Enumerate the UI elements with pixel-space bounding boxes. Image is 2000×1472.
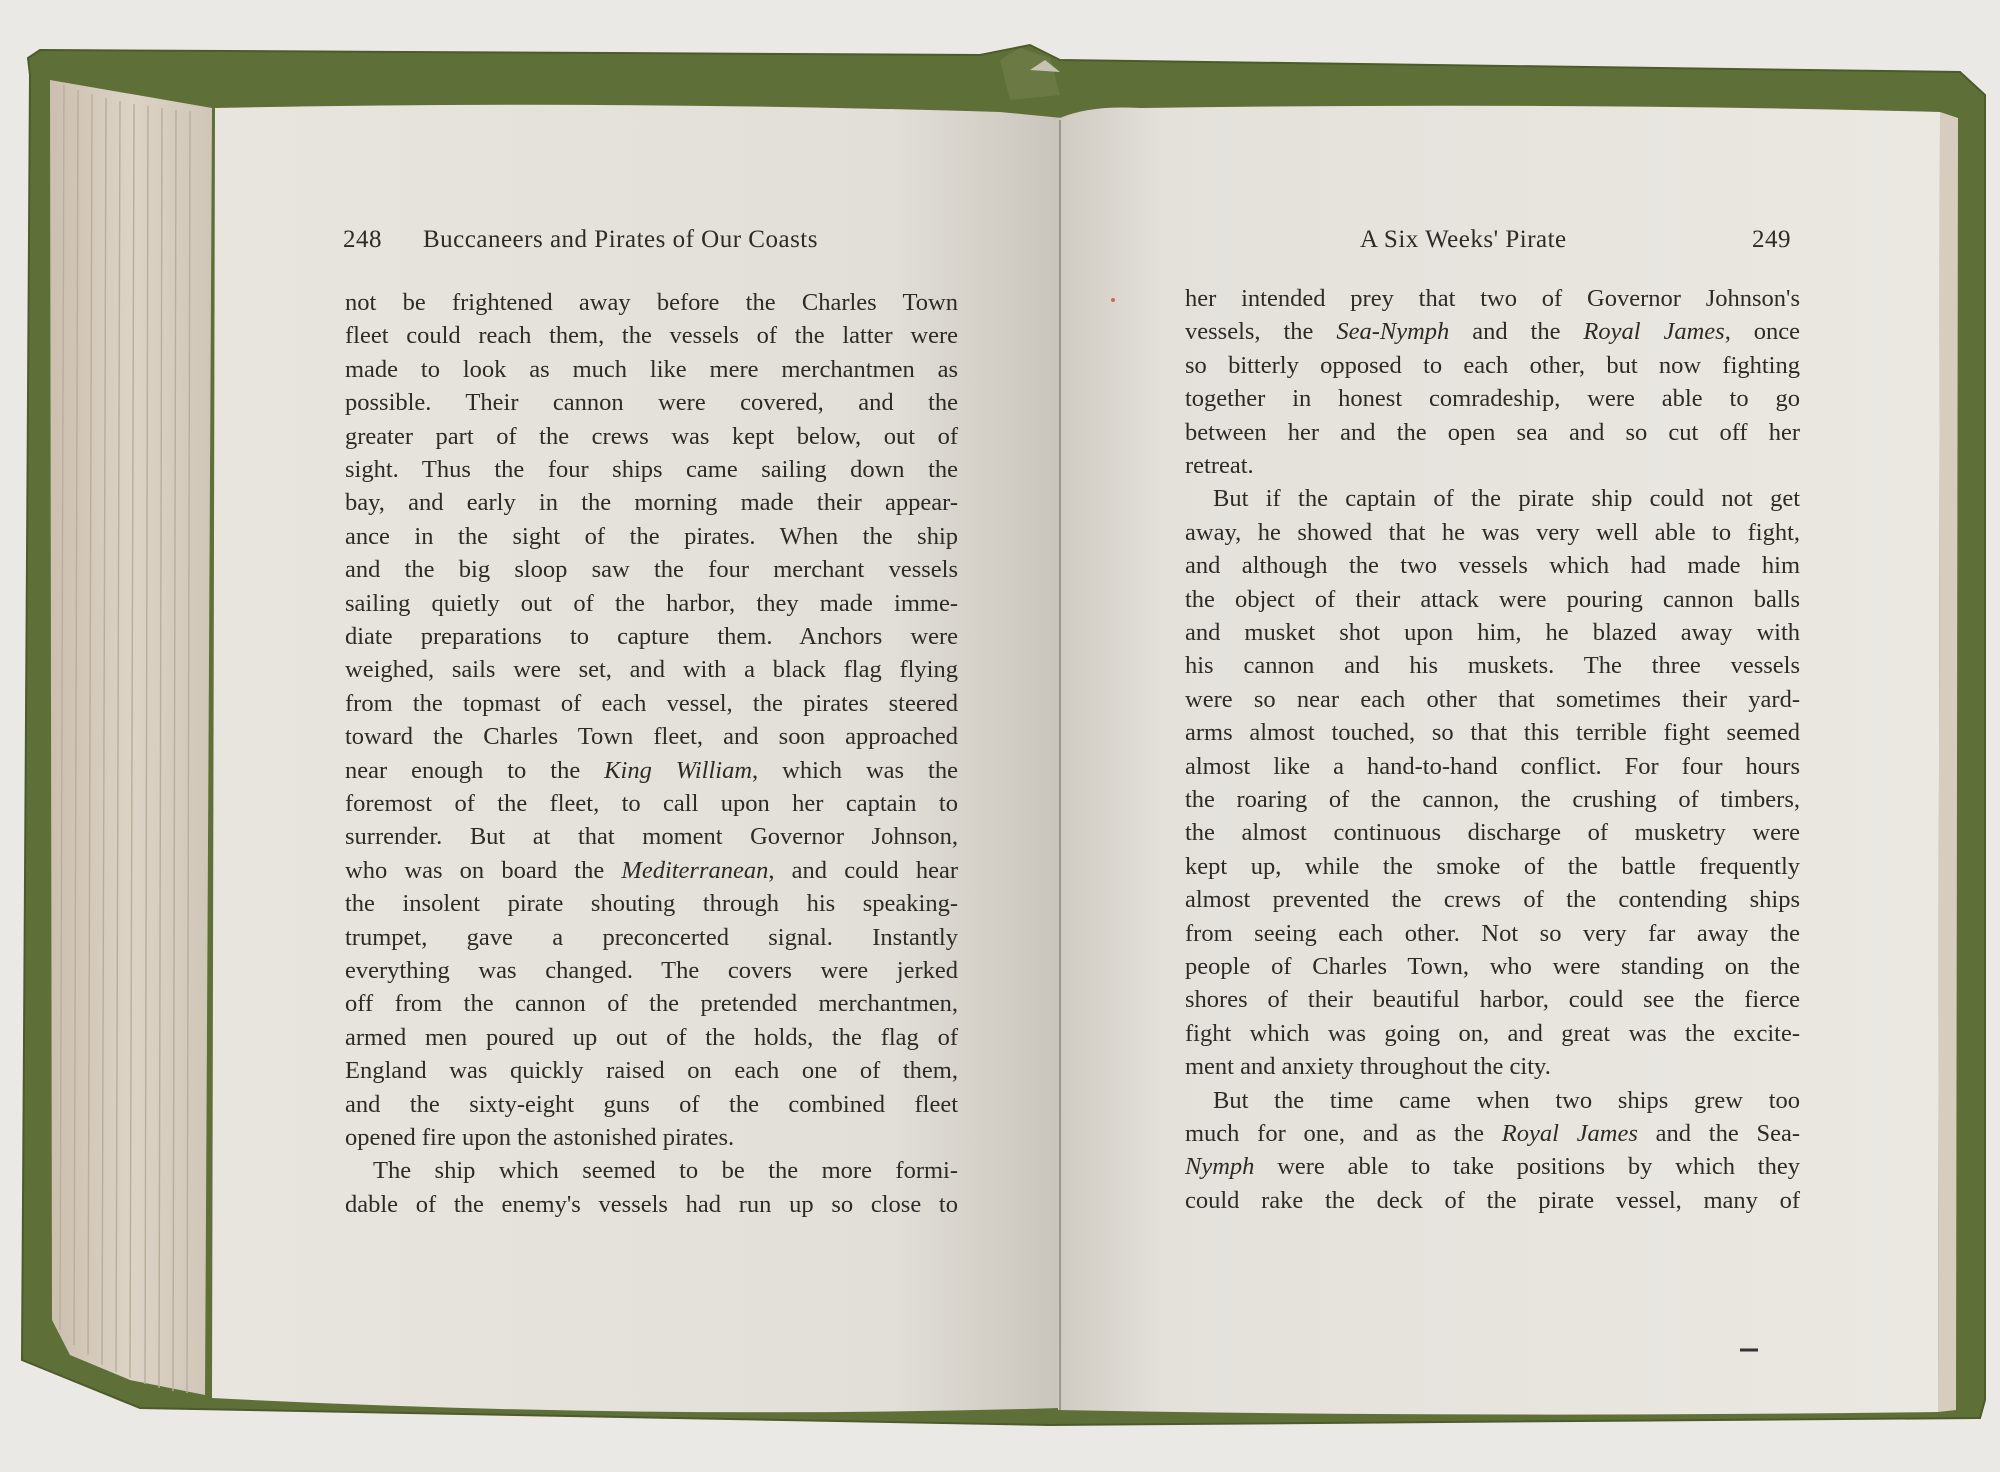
text-line: were so near each other that sometimes their yard- (1185, 685, 1800, 713)
text-line: England was quickly raised on each one of them, (345, 1057, 958, 1085)
text-line: greater part of the crews was kept below, out of (345, 422, 958, 450)
text-line: vessels, the Sea-Nymph and the Royal James, once (1185, 318, 1801, 346)
text-line: and the sixty-eight guns of the combined fleet (345, 1090, 958, 1118)
left-running-head: Buccaneers and Pirates of Our Coasts (423, 226, 818, 253)
text-line: off from the cannon of the pretended merchantmen, (345, 990, 958, 1018)
text-line: But the time came when two ships grew too (1213, 1086, 1800, 1114)
text-line: from seeing each other. Not so very far away the (1185, 919, 1800, 947)
text-line: possible. Their cannon were covered, and the (345, 389, 958, 417)
text-line: trumpet, gave a preconcerted signal. Instantly (345, 923, 958, 951)
text-line: away, he showed that he was very well able to fight, (1185, 518, 1800, 546)
text-line: But if the captain of the pirate ship could not get (1213, 485, 1800, 513)
left-page-number: 248 (343, 226, 382, 253)
text-line: surrender. But at that moment Governor Johnson, (345, 823, 958, 851)
text-line: almost prevented the crews of the contending ships (1185, 886, 1800, 914)
text-line: armed men poured up out of the holds, the flag of (345, 1023, 958, 1051)
text-line: her intended prey that two of Governor Johnson's (1185, 285, 1800, 312)
text-line: together in honest comradeship, were able to go (1185, 385, 1800, 413)
text-line: not be frightened away before the Charles Town (345, 289, 958, 316)
text-line: from the topmast of each vessel, the pirates steered (345, 689, 958, 717)
text-line: arms almost touched, so that this terrible fight seemed (1185, 719, 1800, 747)
text-line: and although the two vessels which had made him (1185, 552, 1800, 580)
text-line: The ship which seemed to be the more formi- (373, 1157, 958, 1185)
text-line: sailing quietly out of the harbor, they made imme- (345, 589, 958, 617)
text-line: made to look as much like mere merchantmen as (345, 355, 958, 383)
text-line: the almost continuous discharge of musketry were (1185, 819, 1800, 847)
text-line: so bitterly opposed to each other, but now fighting (1185, 351, 1800, 379)
text-line: much for one, and as the Royal James and the Sea- (1185, 1120, 1800, 1147)
text-line: could rake the deck of the pirate vessel, many of (1185, 1186, 1800, 1214)
text-line: the roaring of the cannon, the crushing of timbers, (1185, 786, 1800, 813)
text-line: retreat. (1185, 452, 1254, 479)
text-line: the insolent pirate shouting through his speaking- (345, 890, 958, 918)
text-line: between her and the open sea and so cut off her (1185, 418, 1800, 446)
text-line: ment and anxiety throughout the city. (1185, 1053, 1551, 1081)
text-line: foremost of the fleet, to call upon her captain to (345, 790, 958, 817)
text-line: diate preparations to capture them. Anchors were (345, 623, 958, 650)
text-line: fight which was going on, and great was the excite- (1185, 1019, 1800, 1047)
text-line: kept up, while the smoke of the battle frequently (1185, 852, 1800, 880)
text-line: people of Charles Town, who were standing on the (1185, 953, 1800, 980)
text-line: almost like a hand-to-hand conflict. For four hours (1185, 752, 1800, 780)
text-line: and the big sloop saw the four merchant vessels (345, 556, 958, 584)
text-line: sight. Thus the four ships came sailing down the (345, 456, 958, 483)
text-line: Nymph were able to take positions by which they (1185, 1153, 1800, 1181)
text-line: who was on board the Mediterranean, and could hear (345, 856, 958, 884)
text-line: fleet could reach them, the vessels of the latter were (345, 322, 958, 350)
right-running-head: A Six Weeks' Pirate (1360, 226, 1567, 253)
text-line: near enough to the King William, which was the (345, 756, 958, 784)
text-line: toward the Charles Town fleet, and soon approached (345, 723, 958, 751)
text-line: and musket shot upon him, he blazed away with (1185, 619, 1800, 646)
text-line: weighed, sails were set, and with a black flag flying (345, 656, 958, 684)
text-line: the object of their attack were pouring cannon balls (1185, 585, 1800, 613)
text-line: his cannon and his muskets. The three vessels (1185, 652, 1800, 680)
text-line: bay, and early in the morning made their appear- (345, 489, 958, 517)
text-line: dable of the enemy's vessels had run up so close to (345, 1190, 958, 1218)
text-line: everything was changed. The covers were jerked (345, 957, 958, 984)
text-line: ance in the sight of the pirates. When the ship (345, 522, 958, 550)
text-line: shores of their beautiful harbor, could see the fierce (1185, 986, 1800, 1014)
right-page-number: 249 (1752, 226, 1791, 253)
text-line: opened fire upon the astonished pirates. (345, 1124, 735, 1151)
